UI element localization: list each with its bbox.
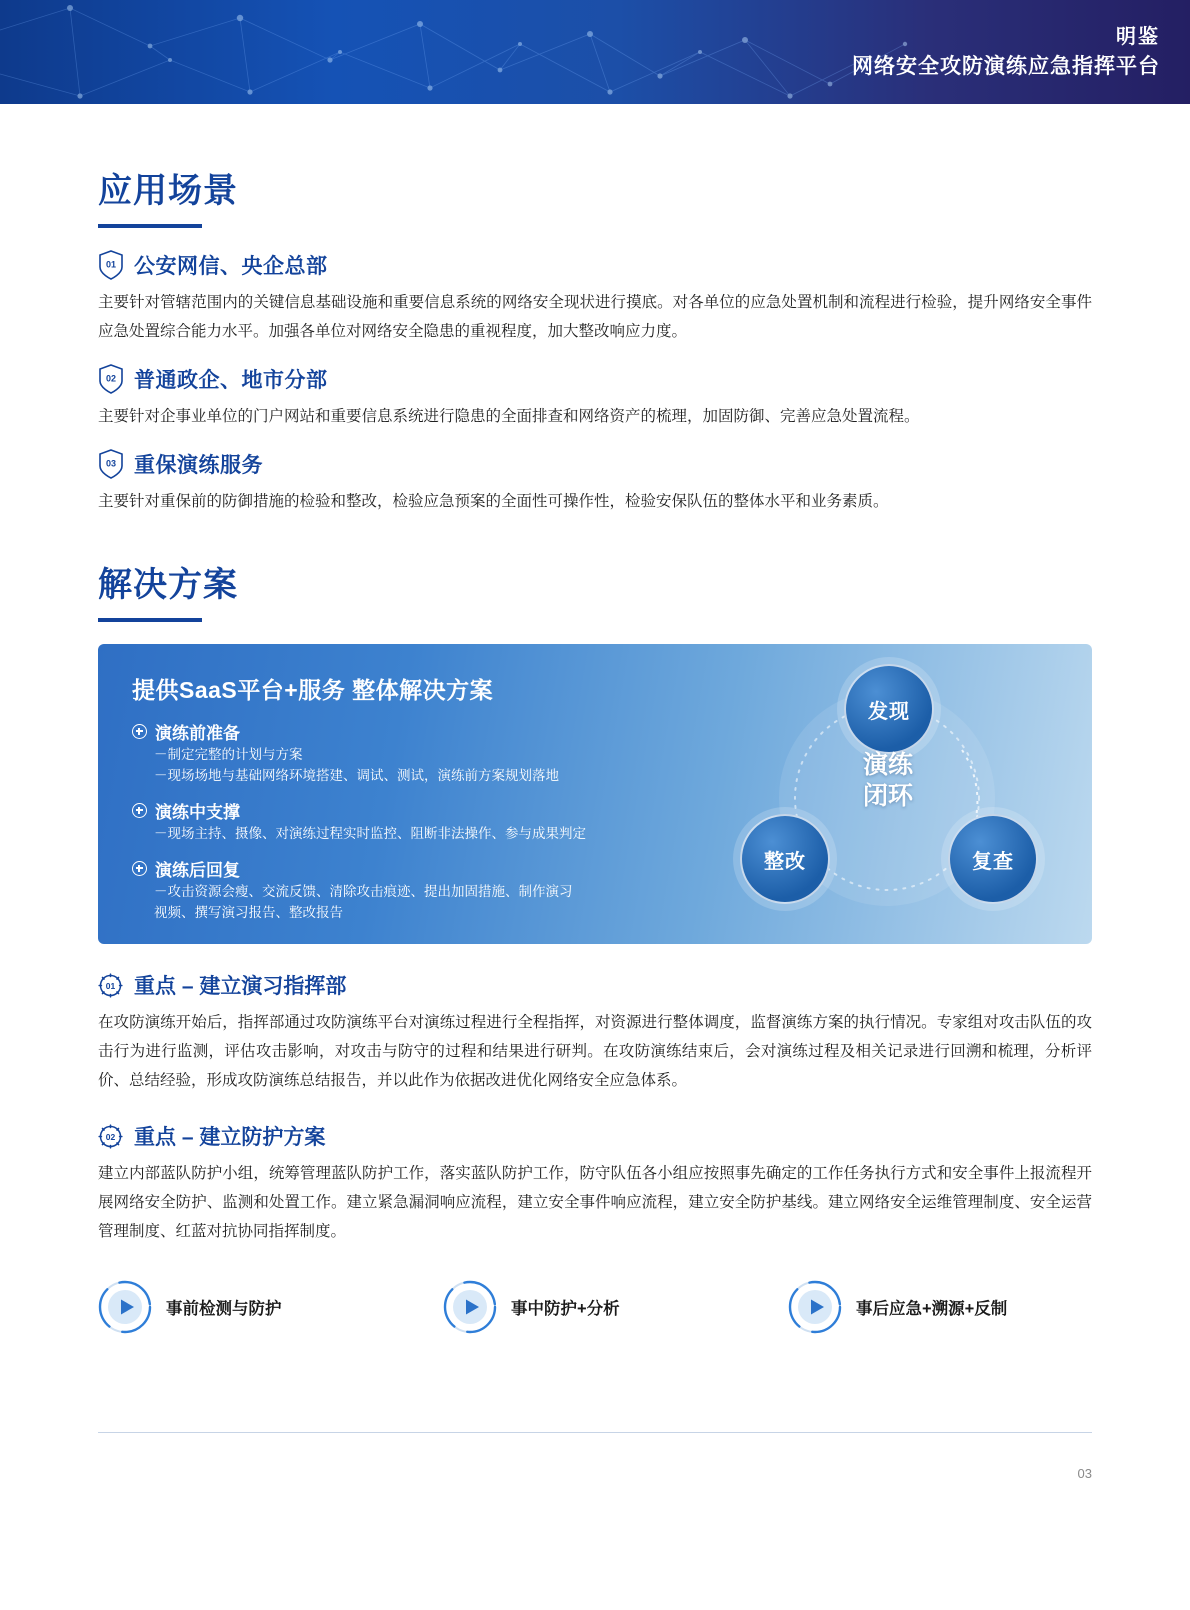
scenario-item-02-label: 普通政企、地市分部 [134,369,328,392]
footer-divider [98,1432,1092,1433]
solution-block-3-line-1: －攻击资源会瘦、交流反馈、清除攻击痕迹、提出加固措施、制作演习 [154,884,573,899]
page-header [0,0,1190,104]
closed-loop-diagram [724,662,1054,934]
svg-text:01: 01 [105,259,117,270]
header-title-block [852,22,1160,82]
solution-block-3-label: 演练后回复 [155,861,240,880]
solution-block-3-line-2: 视频、撰写演习报告、整改报告 [154,905,343,920]
solution-point-02-text: 建立内部蓝队防护小组，统筹管理蓝队防护工作，落实蓝队防护工作，防守队伍各小组应按照事先确定的工作任务执行方式和安全事件上报流程开展网络安全防护、监测和处置工作。建立紧急漏洞响应流程，建立安全事件响应流程，建立安全防护基线。建立网络安全运维管理制度、安全运营管理制度、红蓝对抗协同指挥制度。 [98,1165,1092,1240]
solution-point-01-text: 在攻防演练开始后，指挥部通过攻防演练平台对演练过程进行全程指挥，对资源进行整体调度，监督演练方案的执行情况。专家组对攻击队伍的攻击行为进行监测，评估攻击影响，对攻击与防守的过程和结果进行研判。在攻防演练结束后，会对演练过程及相关记录进行回溯和梳理，分析评价、总结经验，形成攻防演练总结报告，并以此作为依据改进优化网络安全应急体系。 [98,1014,1092,1089]
phase-item-during-label: 事中防护+分析 [511,1300,620,1318]
shield-number-icon [98,250,124,280]
title-underline [98,618,202,622]
diagram-center-line2: 闭环 [862,782,913,810]
diagram-node-review: 复查 [948,814,1038,904]
solution-point-01-label: 重点 – 建立演习指挥部 [134,975,347,998]
phase-item-post-label: 事后应急+溯源+反制 [856,1300,1008,1318]
page-number: 03 [1077,1466,1092,1481]
phase-item-post [788,1280,1007,1334]
section-title-scenarios: 应用场景 [98,172,238,210]
diagram-node-discover: 发现 [844,664,934,754]
scenario-item-03-label: 重保演练服务 [134,454,263,477]
scenario-item-02-heading [98,364,1092,394]
product-name: 网络安全攻防演练应急指挥平台 [852,55,1160,78]
diagram-center-label [820,750,956,812]
solution-block-1-label: 演练前准备 [155,724,240,743]
solution-block-1-line-2: －现场场地与基础网络环境搭建、调试、测试，演练前方案规划落地 [154,768,559,783]
plus-circle-icon [132,724,147,739]
gear-number-icon [98,973,123,998]
solution-block-2-label: 演练中支撑 [155,803,240,822]
plus-circle-icon [132,803,147,818]
play-icon [788,1280,842,1334]
page-content [0,104,1190,1334]
scenario-item-03-text: 主要针对重保前的防御措施的检验和整改，检验应急预案的全面性可操作性，检验安保队伍的整体水平和业务素质。 [98,493,889,510]
shield-number-icon [98,449,124,479]
scenario-item-03-heading [98,449,1092,479]
scenario-item-01-text: 主要针对管辖范围内的关键信息基础设施和重要信息系统的网络安全现状进行摸底。对各单位的应急处置机制和流程进行检验，提升网络安全事件应急处置综合能力水平。加强各单位对网络安全隐患的重视程度，加大整改响应力度。 [98,294,1092,340]
solution-card [98,644,1092,944]
play-icon [443,1280,497,1334]
diagram-center-line1: 演练 [862,751,913,779]
phase-list [98,1280,1092,1334]
phase-item-pre [98,1280,443,1334]
scenario-item-01-heading [98,250,1092,280]
solution-point-01-heading [98,970,1092,1000]
svg-text:02: 02 [105,1131,116,1142]
section-title-solution: 解决方案 [98,566,238,604]
play-icon [98,1280,152,1334]
plus-circle-icon [132,861,147,876]
solution-point-02-label: 重点 – 建立防护方案 [134,1126,326,1149]
gear-number-icon [98,1124,123,1149]
solution-block-2-line-1: －现场主持、摄像、对演练过程实时监控、阻断非法操作、参与成果判定 [154,826,586,841]
title-underline [98,224,202,228]
brand-name: 明鉴 [1116,26,1160,48]
svg-text:01: 01 [105,980,116,991]
scenario-item-02-text: 主要针对企事业单位的门户网站和重要信息系统进行隐患的全面排查和网络资产的梳理，加固防御、完善应急处置流程。 [98,408,920,425]
svg-text:02: 02 [105,373,117,384]
solution-point-02-heading [98,1121,1092,1151]
solution-card-heading: 提供SaaS平台+服务 整体解决方案 [132,677,494,703]
solution-block-1-line-1: －制定完整的计划与方案 [154,747,303,762]
scenario-item-01-label: 公安网信、央企总部 [134,255,328,278]
phase-item-pre-label: 事前检测与防护 [166,1300,282,1318]
shield-number-icon [98,364,124,394]
svg-text:03: 03 [105,458,117,469]
diagram-node-rectify: 整改 [740,814,830,904]
phase-item-during [443,1280,788,1334]
